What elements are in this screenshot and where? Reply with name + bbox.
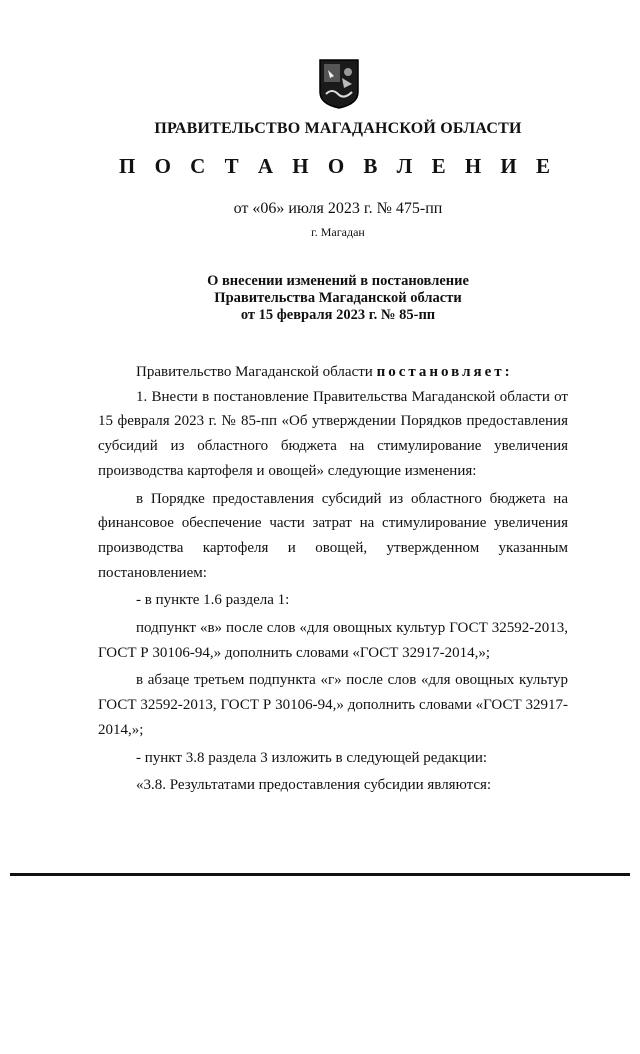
page-divider bbox=[10, 873, 630, 876]
subject-line-1: О внесении изменений в постановление bbox=[207, 273, 469, 289]
paragraph-3: - в пункте 1.6 раздела 1: bbox=[136, 592, 290, 609]
paragraph-2: в Порядке предоставления субсидий из областного бюджета на финансовое обеспечение части затрат на стимулирование увеличения производства картофеля и овощей, утвержденном указанным постановлением: bbox=[98, 490, 568, 581]
subject-line-3: от 15 февраля 2023 г. № 85-пп bbox=[240, 307, 436, 323]
document-body bbox=[98, 360, 568, 798]
paragraph-6: - пункт 3.8 раздела 3 изложить в следующей редакции: bbox=[136, 749, 488, 766]
document-type-title: П О С Т А Н О В Л Е Н И Е bbox=[118, 154, 557, 178]
intro-paragraph bbox=[98, 360, 568, 385]
document-subject bbox=[0, 273, 640, 324]
date-and-number: от «06» июля 2023 г. № 475-пп bbox=[233, 200, 443, 217]
subject-line-2: Правительства Магаданской области bbox=[214, 290, 462, 306]
coat-of-arms-emblem bbox=[318, 58, 360, 110]
paragraph-5: в абзаце третьем подпункта «г» после слов «для овощных культур ГОСТ 32592-2013, ГОСТ Р 30106-94,» дополнить словами «ГОСТ 32917-2014,»; bbox=[98, 672, 568, 738]
intro-action: постановляет: bbox=[376, 364, 513, 380]
paragraph-1: 1. Внести в постановление Правительства Магаданской области от 15 февраля 2023 г. № 85-пп «Об утверждении Порядков предоставления субсидий из областного бюджета на стимулирование увеличения производства картофеля и овощей» следующие изменения: bbox=[98, 388, 568, 479]
paragraph-4: подпункт «в» после слов «для овощных культур ГОСТ 32592-2013, ГОСТ Р 30106-94,» дополнить словами «ГОСТ 32917-2014,»; bbox=[98, 620, 568, 661]
paragraph-7: «3.8. Результатами предоставления субсидии являются: bbox=[136, 777, 492, 794]
organization-title: ПРАВИТЕЛЬСТВО МАГАДАНСКОЙ ОБЛАСТИ bbox=[154, 120, 522, 137]
city-label: г. Магадан bbox=[311, 225, 365, 239]
intro-prefix: Правительство Магаданской области bbox=[136, 364, 377, 380]
